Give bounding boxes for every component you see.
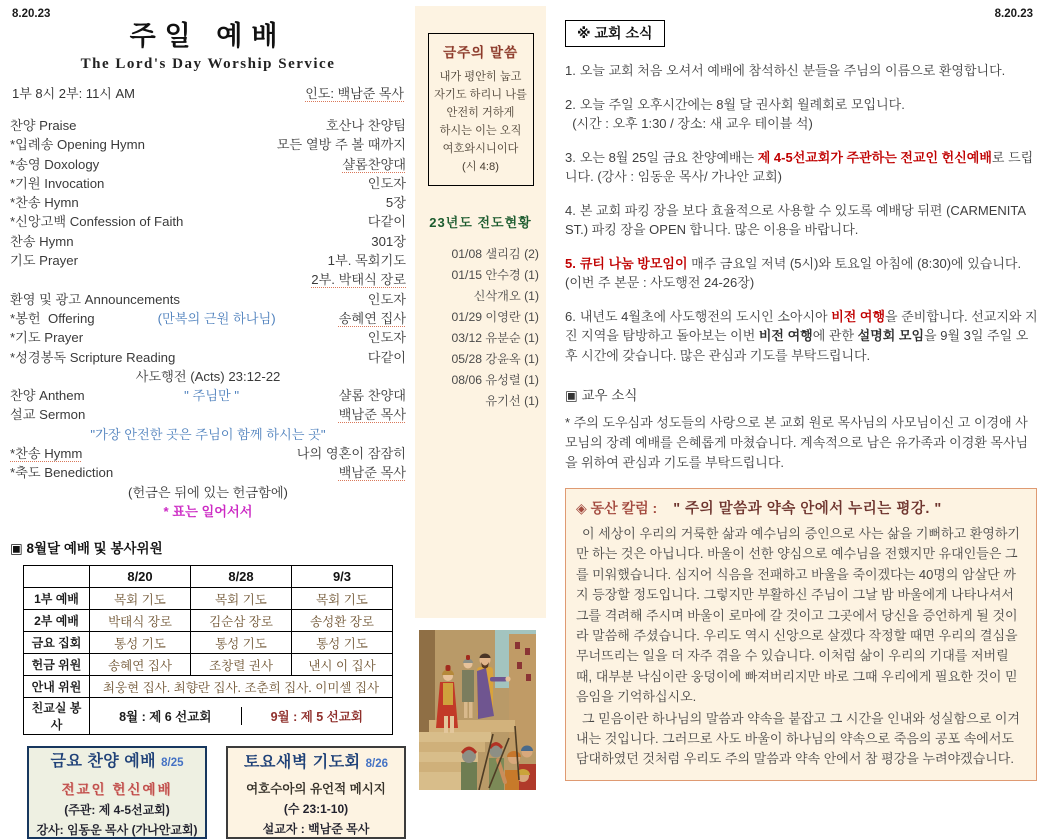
page-subtitle: The Lord's Day Worship Service [80, 56, 336, 72]
column-quote: " 주의 말씀과 약속 안에서 누리는 평강. " [673, 501, 942, 517]
news-item-2: 2. 오늘 주일 오후시간에는 8월 달 권사회 월례회로 모입니다. (시간 : 오후 1:30 / 장소: 새 교우 테이블 석) [565, 95, 1038, 134]
date-left: 8.20.23 [12, 8, 51, 20]
news-item-6: 6. 내년도 4월초에 사도행전의 도시인 소아시아 비전 여행을 준비합니다. 선교지와 지진 지역을 탐방하고 돌아보는 이번 비전 여행에 관한 설명회 모임을 9월 3일 주일 오후 시간에 갖습니다. 많은 관심과 기도를 부탁드립니다. [565, 308, 1038, 363]
evangelism-list [415, 244, 546, 412]
column-title: ◈ 동산 칼럼 : [576, 500, 658, 516]
anthem-title: " 주님만 " [184, 388, 240, 404]
table-row: 헌금 위원 송혜연 집사 조창렬 권사 낸시 이 집사 [24, 654, 393, 676]
page-title: 주일 예배 [129, 21, 287, 51]
list-item: 01/15 안수경 (1) [451, 268, 539, 282]
news-item-1: 1. 오늘 교회 처음 오셔서 예배에 참석하신 분들을 주님의 이름으로 환영합니다. [565, 63, 1006, 78]
table-row: 2부 예배 박태식 장로 김순삼 장로 송성환 장로 [24, 610, 393, 632]
friday-box-host: (주관: 제 4-5선교회) [64, 802, 170, 817]
table-header-row: 8/20 8/28 9/3 [24, 566, 393, 588]
order-row: *찬송 Hymm 나의 영혼이 잠잠히 [10, 446, 406, 462]
middle-strip [415, 6, 546, 618]
order-row: 찬송 Hymn 301장 [10, 233, 406, 249]
order-row: *신앙고백 Confession of Faith 다같이 [10, 214, 406, 230]
order-row: 기도 Prayer 1부. 목회기도 [10, 253, 406, 269]
news-item-2-detail: (시간 : 오후 1:30 / 장소: 새 교우 테이블 석) [565, 116, 813, 131]
member-news-title: ▣ 교우 소식 [565, 388, 638, 403]
pastor-column [565, 488, 1037, 781]
list-item: 01/08 샐리김 (2) [451, 247, 539, 261]
news-item-3: 3. 오는 8월 25일 금요 찬양예배는 제 4-5선교회가 주관하는 전교인 헌신예배로 드립니다. (강사 : 임동운 목사/ 가나안 교회) [565, 149, 1034, 184]
friday-praise-box [27, 746, 207, 839]
saturday-box-preacher: 설교자 : 백남준 목사 [262, 821, 370, 836]
list-item: 01/29 이영란 (1) [451, 310, 539, 324]
fellowship-august: 8월 : 제 6 선교회 [90, 707, 242, 725]
list-item: 유기선 (1) [485, 394, 539, 408]
offering-hymn-note: (만복의 근원 하나님) [157, 310, 276, 326]
stand-note: * 표는 일어서서 [163, 503, 253, 519]
service-info-row [10, 83, 406, 102]
announcement-boxes [27, 746, 406, 839]
friday-box-highlight: 전교인 헌신예배 [61, 781, 173, 797]
table-row: 금요 집회 통성 기도 통성 기도 통성 기도 [24, 632, 393, 654]
scripture-reference: 사도행전 (Acts) 23:12-22 [135, 368, 281, 384]
service-times: 1부 8시 2부: 11시 AM [12, 86, 135, 101]
list-item: 신삭개오 (1) [473, 289, 539, 303]
saturday-box-title: 토요새벽 기도회 [243, 753, 361, 771]
order-row: 설교 Sermon 백남준 목사 [10, 407, 406, 423]
service-leader: 인도: 백남준 목사 [305, 86, 404, 101]
order-row: *기원 Invocation 인도자 [10, 175, 406, 191]
date-right: 8.20.23 [994, 8, 1033, 20]
church-news-title: ※ 교회 소식 [565, 20, 665, 47]
worship-order-section [10, 6, 406, 839]
order-row: *찬송 Hymn 5장 [10, 195, 406, 211]
weekly-verse-box: 금주의 말씀 내가 평안히 눕고 자기도 하리니 나를 안전히 거하게 하시는 이는 오직 여호와시니이다 (시 4:8) [428, 33, 534, 186]
saturday-box-theme: 여호수아의 유언적 메시지 [246, 781, 386, 796]
order-row: *송영 Doxology 샬롬찬양대 [10, 156, 406, 172]
friday-box-date: 8/25 [161, 756, 184, 769]
column-paragraph-1: 이 세상이 우리의 거룩한 삶과 예수님의 증인으로 사는 삶을 기뻐하고 환영하기만 하는 것은 아닙니다. 바울이 선한 양심으로 예수님을 전했지만 유대인들은 그를 미워했습니다. 심지어 식음을 전패하고 바울을 죽이겠다는 40명의 암살단 까지 등장할 정도입니다. 그렇지만 부활하신 주님이 그날 밤 바울에게 나타나셔서 그를 격려해 주시며 바울이 로마에 갈 것이고 그곳에서 당신을 증언하게 될 것이라 말씀해 주셨습니다. 우리도 역시 신앙으로 살겠다 작정할 때면 우리의 결심을 무너뜨리는 일을 더 자주 겪을 수 있습니다. 이처럼 삶이 우리의 기대를 저버릴 때, 대부분 낙심이란 웅덩이에 빠져버리지만 바로 그때 우리에게 필요한 것이 믿음임을 기억하십시오. [576, 526, 1020, 705]
order-row: *입례송 Opening Hymn 모든 열방 주 볼 때까지 [10, 137, 406, 153]
order-row: *기도 Prayer 인도자 [10, 330, 406, 346]
order-row: 찬양 Praise 호산나 찬양팀 [10, 118, 406, 133]
list-item: 05/28 강윤옥 (1) [451, 352, 539, 366]
offering-box-note: (헌금은 뒤에 있는 헌금함에) [128, 484, 288, 500]
saturday-box-passage: (수 23:1-10) [283, 801, 349, 816]
member-news-body: * 주의 도우심과 성도들의 사랑으로 본 교회 원로 목사님의 사모님이신 고 이경애 사모님의 장례 예배를 은혜롭게 마쳤습니다. 계속적으로 남은 유가족과 이경환 목사님을 위하여 관심과 기도를 부탁드립니다. [565, 415, 1029, 470]
order-row: 2부. 박태식 장로 [311, 272, 406, 288]
fellowship-september: 9월 : 제 5 선교회 [270, 710, 363, 725]
weekly-verse-title: 금주의 말씀 [443, 45, 518, 60]
table-row-fellowship: 친교실 봉사 8월 : 제 6 선교회 9월 : 제 5 선교회 [24, 698, 393, 735]
order-row-anthem: 찬양 Anthem " 주님만 " 샬롬 찬양대 [10, 386, 406, 405]
table-row-ushers: 안내 위원 최웅현 집사. 최향란 집사. 조춘희 집사. 이미셀 집사 [24, 676, 393, 698]
table-row: 1부 예배 목회 기도 목회 기도 목회 기도 [24, 588, 393, 610]
paul-with-roman-soldiers-painting [419, 630, 536, 790]
column-header [576, 497, 1026, 518]
friday-box-speaker: 강사: 임동운 목사 (가나안교회) [36, 822, 198, 837]
list-item: 03/12 유분순 (1) [451, 331, 539, 345]
sermon-title: "가장 안전한 곳은 주님이 함께 하시는 곳" [90, 426, 326, 442]
news-item-5: 5. 큐티 나눔 방모임이 매주 금요일 저녁 (5시)와 토요일 아침에 (8:30)에 있습니다. (이번 주 본문 : 사도행전 24-26장) [565, 255, 1022, 290]
order-row: *성경봉독 Scripture Reading 다같이 [10, 349, 406, 365]
roster-table [23, 565, 393, 735]
evangelism-title: 23년도 전도현황 [429, 215, 532, 230]
order-row: 환영 및 광고 Announcements 인도자 [10, 291, 406, 307]
roster-section-title: ▣ 8월달 예배 및 봉사위원 [10, 541, 163, 557]
order-row-offering: *봉헌 Offering (만복의 근원 하나님) 송혜연 집사 [10, 309, 406, 328]
order-of-worship [10, 116, 406, 521]
news-section [565, 6, 1038, 781]
column-paragraph-2: 그 믿음이란 하나님의 말씀과 약속을 붙잡고 그 시간을 인내와 성실함으로 이겨내는 것입니다. 그러므로 사도 바울이 하나님의 약속으로 죽음의 공포 속에서도 담대하였던 것처럼 우리도 주의 말씀과 약속 안에서 참 평강을 누려야겠습니다. [576, 710, 1020, 767]
news-item-4: 4. 본 교회 파킹 장을 보다 효율적으로 사용할 수 있도록 예배당 뒤편 (CARMENITA ST.) 파킹 장을 OPEN 합니다. 많은 이용을 바랍니다. [565, 202, 1026, 237]
saturday-prayer-box [226, 746, 406, 839]
saturday-box-date: 8/26 [365, 757, 389, 770]
list-item: 08/06 유성렬 (1) [451, 373, 539, 387]
order-row: *축도 Benediction 백남준 목사 [10, 465, 406, 481]
friday-box-title: 금요 찬양 예배 [50, 752, 157, 770]
